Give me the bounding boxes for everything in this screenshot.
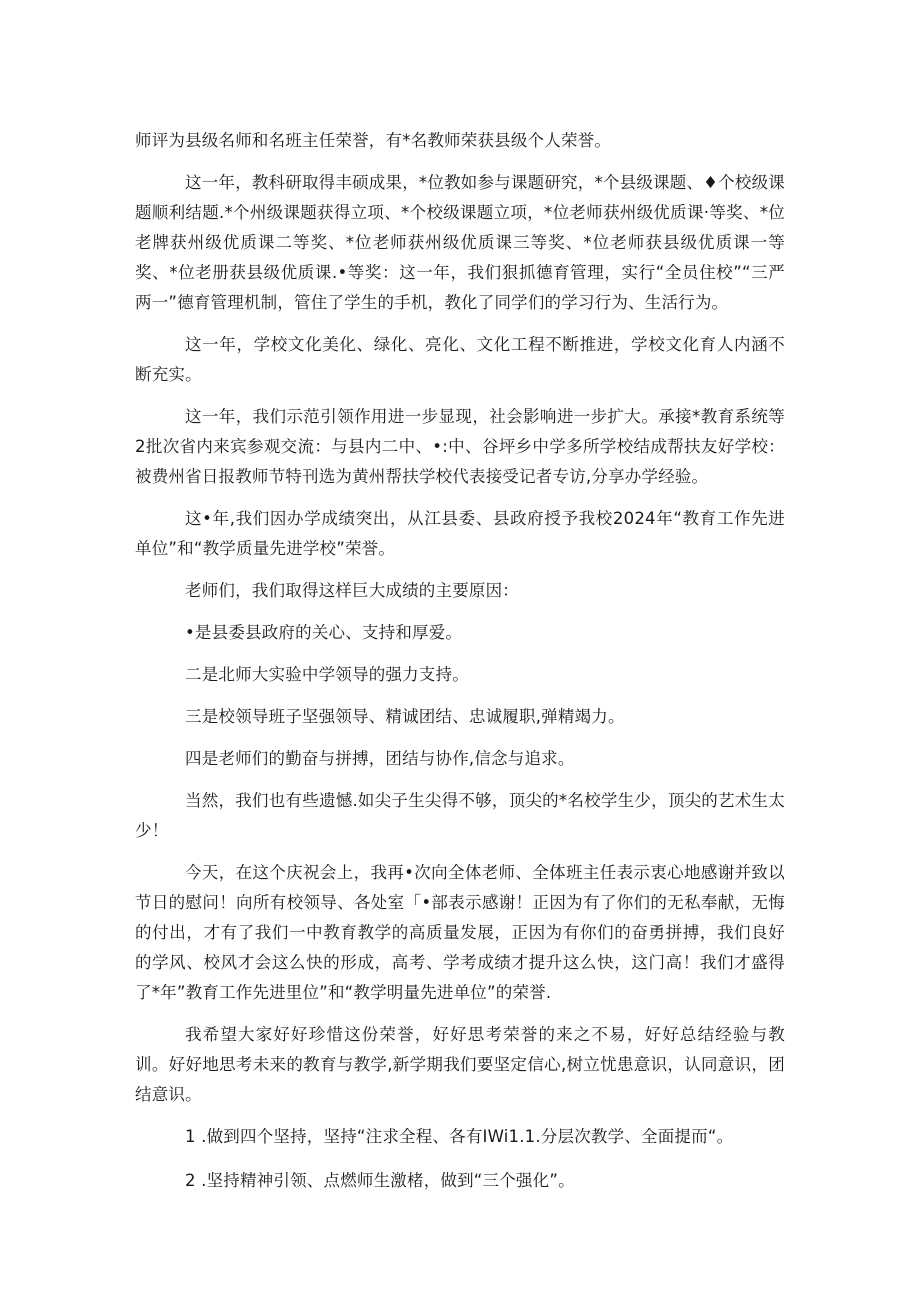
document-body [135, 126, 785, 1210]
paragraph-school-culture: 这一年，学校文化美化、绿化、亮化、文化工程不断推进，学校文化育人内涵不断充实。 [135, 335, 785, 384]
paragraph-honors-continued: 师评为县级名师和名班主任荣誉，有*名教师荣获县级个人荣誉。 [135, 131, 612, 150]
reason-item-3: 三是校领导班子坚强领导、精诚团结、忠诚履职,弹精竭力。 [185, 707, 625, 726]
paragraph-reasons-intro: 老师们，我们取得这样巨大成绩的主要原因： [185, 581, 519, 600]
paragraph-research-achievements: 这一年，教科研取得丰硕成果，*位教如参与课题研究，*个县级课题、♦个校级课题顺利结题.*个州级课题获得立项、*个校级课题立项，*位老师获州级优质课·等奖、*位老牌获州级优质课二等奖、*位老师获州级优质课三等奖、*位老师获县级优质课一等奖、*位老册获县级优质课.•等奖：这一年，我们狠抓德育管理，实行“全员住校”“三严两一”德育管理机制，管住了学生的手机，教化了同学们的学习行为、生活行为。 [135, 173, 785, 312]
paragraph-hopes: 我希望大家好好珍惜这份荣誉，好好思考荣誉的来之不易，好好总结经验与教训。好好地思考未来的教育与教学,新学期我们要坚定信心,树立忧患意识，认同意识，团结意识。 [135, 1025, 785, 1104]
paragraph-demonstration-influence: 这一年，我们示范引领作用进一步显现，社会影响进一步扩大。承接*教育系统等2批次省内来宾参观交流：与县内二中、•:中、谷坪乡中学多所学校结成帮扶友好学校：被费州省日报教师节特刊选为黄州帮扶学校代表接受记者专访,分享办学经验。 [135, 407, 785, 486]
numbered-item-2: 2 .坚持精神引领、点燃师生激楮，做到“三个强化”。 [185, 1171, 575, 1190]
paragraph-regrets: 当然，我们也有些遗憾.如尖子生尖得不够，顶尖的*名校学生少，顶尖的艺术生太少！ [135, 791, 785, 840]
numbered-item-1: 1 .做到四个坚持，坚持“注求全程、各有IWi1.1.分层次教学、全面提而“。 [185, 1127, 734, 1146]
reason-item-4: 四是老师们的勤奋与拼搏，团结与协作,信念与追求。 [185, 749, 575, 768]
reason-item-2: 二是北师大实验中学领导的强力支持。 [185, 665, 469, 684]
paragraph-thanks: 今天，在这个庆祝会上，我再•次向全体老师、全体班主任表示衷心地感谢并致以节日的慰问！向所有校领导、各处室「•部表示感谢！正因为有了你们的无私奉献，无悔的付出，才有了我们一中教育教学的高质量发展，正因为有你们的奋勇拼搏，我们良好的学风、校风才会这么快的形成，高考、学考成绩才提升这么快，这门高！我们才盛得了*年”教育工作先进里位”和“教学明量先进单位”的荣誉. [135, 863, 785, 1002]
paragraph-awards: 这•年,我们因办学成绩突出，从江县委、县政府授予我校2024年“教育工作先进单位”和“教学质量先进学校”荣誉。 [135, 509, 785, 558]
reason-item-1: •是县委县政府的关心、支持和厚爱。 [185, 623, 463, 642]
